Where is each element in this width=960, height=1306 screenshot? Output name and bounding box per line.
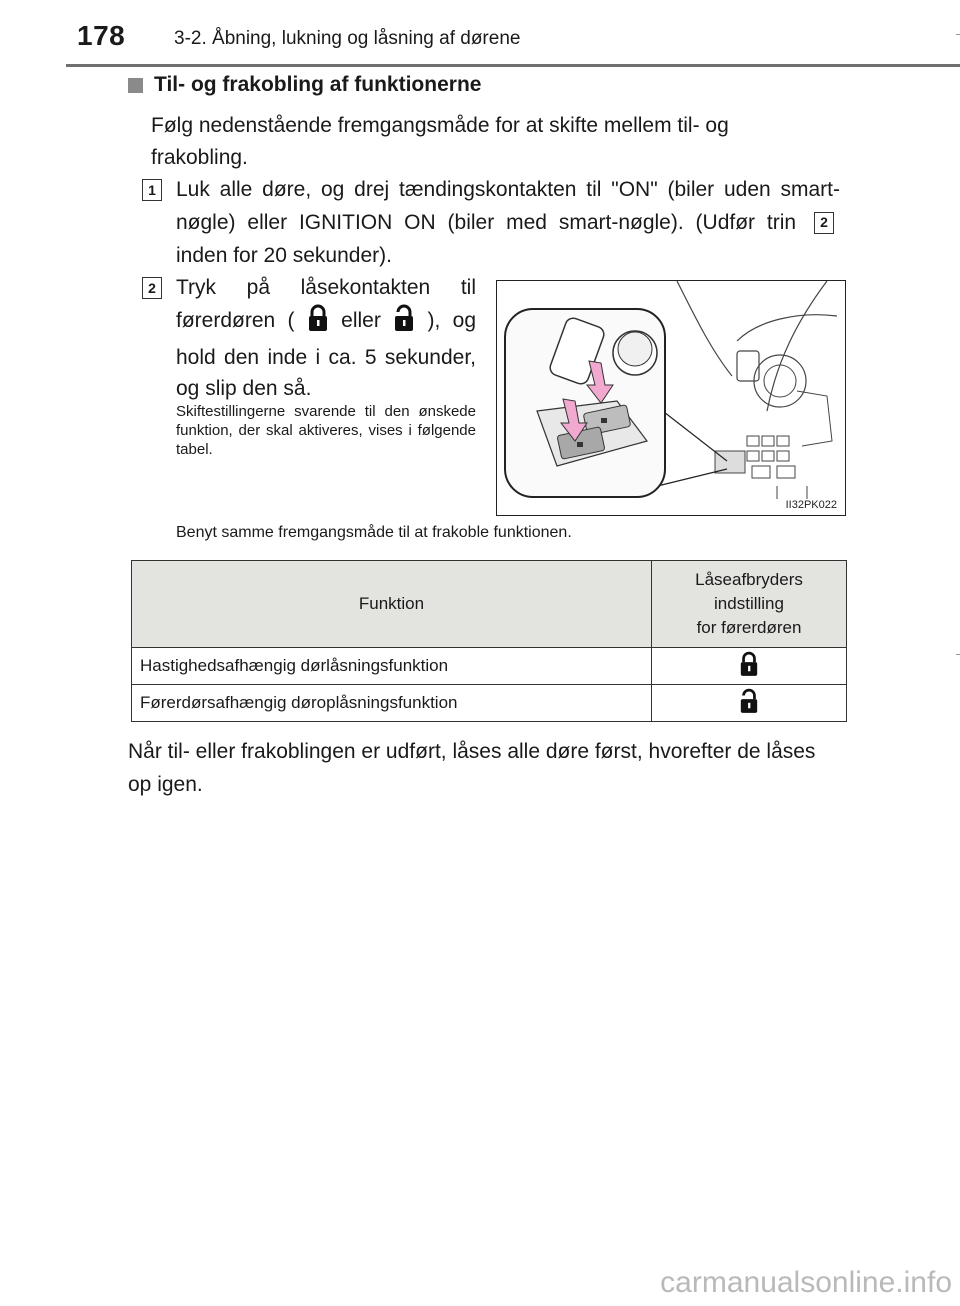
- figure-code: II32PK022: [785, 499, 837, 511]
- door-lock-switch-figure: [496, 280, 846, 516]
- header-line: for førerdøren: [696, 618, 802, 637]
- table-cell-function: Hastighedsafhængig dørlåsningsfunktion: [132, 648, 652, 685]
- table-header-function: Funktion: [132, 561, 652, 648]
- bullet-square-icon: [128, 78, 143, 93]
- subsection-heading: [128, 73, 481, 97]
- header-line: indstilling: [714, 594, 784, 613]
- step-1-text-after: inden for 20 sekunder).: [176, 244, 392, 267]
- table-header-switch-setting: [652, 561, 847, 648]
- table-header-row: [132, 561, 847, 648]
- watermark: carmanualsonline.info: [660, 1266, 952, 1299]
- step-ref-badge: 2: [814, 212, 834, 234]
- table-cell-function: Førerdørsafhængig døroplåsningsfunktion: [132, 685, 652, 722]
- header-divider: [66, 64, 960, 67]
- lock-icon: [739, 650, 759, 678]
- step-1-badge: 1: [142, 179, 162, 201]
- closing-paragraph: Når til- eller frakoblingen er udført, låses alle døre først, hvorefter de låses op igen.: [128, 740, 816, 796]
- table-cell-icon: [652, 685, 847, 722]
- page-number: 178: [77, 20, 126, 51]
- crop-mark: [956, 654, 960, 655]
- step-2-text-b: eller: [341, 309, 381, 332]
- step-2-text-a: Tryk på låsekontakten til førerdøren (: [176, 276, 476, 332]
- step-2-text-c: ), og hold den inde i ca. 5 sekunder, og slip den så.: [176, 309, 477, 400]
- table-row: [132, 648, 847, 685]
- intro-paragraph: Følg nedenstående fremgangsmåde for at skifte mellem til- og frakobling.: [151, 114, 729, 169]
- heading-text: Til- og frakobling af funktionerne: [154, 73, 482, 96]
- after-note: Benyt samme fremgangsmåde til at frakoble funktionen.: [176, 524, 572, 541]
- crop-mark: [956, 34, 960, 35]
- table-cell-icon: [652, 648, 847, 685]
- step-2-badge: 2: [142, 277, 162, 299]
- figure-illustration: [497, 281, 846, 516]
- lock-icon: [307, 303, 329, 342]
- function-table: [131, 560, 847, 722]
- section-title: 3-2. Åbning, lukning og låsning af dørene: [174, 28, 521, 49]
- step-1-text-before: Luk alle døre, og drej tændingskontakten til "ON" (biler uden smart-nøgle) eller IGNITION ON (biler med smart-nøgle). (Udfør trin: [176, 178, 840, 234]
- table-row: [132, 685, 847, 722]
- unlock-icon: [739, 687, 759, 715]
- header-line: Låseafbryders: [695, 570, 803, 589]
- step-1-text: [176, 173, 840, 272]
- step-2-text: [176, 272, 476, 404]
- unlock-icon: [393, 303, 415, 342]
- step-2-note: Skiftestillingerne svarende til den ønskede funktion, der skal aktiveres, vises i følgende tabel.: [176, 403, 476, 458]
